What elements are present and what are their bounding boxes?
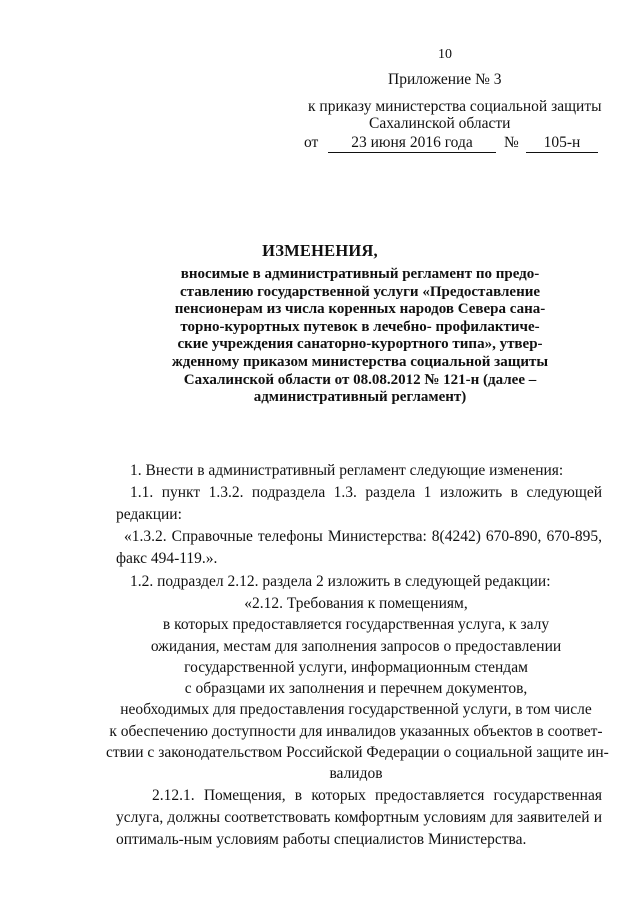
page-number: 10 bbox=[438, 47, 452, 62]
section-title-line: «2.12. Требования к помещениям, bbox=[244, 595, 468, 612]
paragraph-1-3-2-quote: «1.3.2. Справочные телефоны Министерства: 8(4242) 670-890, 670-895, факс 494-119.». bbox=[116, 528, 602, 567]
subheading-line: административный регламент) bbox=[253, 389, 467, 406]
section-title-line: с образцами их заполнения и перечнем документов, bbox=[184, 680, 528, 698]
section-title-line: валидов bbox=[329, 765, 383, 783]
order-date-row bbox=[304, 134, 604, 156]
order-reference-line2: Сахалинской области bbox=[369, 115, 511, 132]
section-title-line: ствии с законодательством Российской Федерации о социальной защите ин- bbox=[106, 744, 609, 762]
subheading-line: жденному приказом министерства социальной защиты bbox=[171, 353, 549, 370]
appendix-title: Приложение № 3 bbox=[388, 71, 502, 88]
section-title-line: в которых предоставляется государственная услуга, к залу bbox=[162, 616, 550, 634]
paragraph-2-12-1: 2.12.1. Помещения, в которых предоставляется государственная услуга, должны соответствовать комфортным условиям для заявителей и оптималь-ным условиям работы специалистов Министерства. bbox=[116, 787, 602, 848]
subheading-line: торно-курортных путевок в лечебно- профилактиче- bbox=[180, 318, 540, 335]
paragraph-1-2: 1.2. подраздел 2.12. раздела 2 изложить в следующей редакции: bbox=[130, 573, 551, 590]
subheading-line: Сахалинской области от 08.08.2012 № 121-н (далее – bbox=[183, 371, 537, 388]
document-heading: ИЗМЕНЕНИЯ, bbox=[262, 241, 378, 260]
subheading-line: ские учреждения санаторно-курортного типа», утвер- bbox=[177, 336, 543, 353]
section-title-line: необходимых для предоставления государственной услуги, в том числе bbox=[120, 701, 592, 719]
section-title-line: ожидания, местам для заполнения запросов о предоставлении bbox=[150, 637, 562, 655]
order-reference-line1: к приказу министерства социальной защиты bbox=[308, 98, 602, 115]
paragraph-1-1: 1.1. пункт 1.3.2. подраздела 1.3. раздела 1 изложить в следующей редакции: bbox=[116, 484, 602, 523]
paragraph-1: 1. Внести в административный регламент следующие изменения: bbox=[130, 462, 564, 479]
number-label: № bbox=[504, 134, 519, 151]
document-subheading bbox=[160, 266, 560, 407]
subheading-line: ставлению государственной услуги «Предоставление bbox=[179, 283, 541, 300]
section-title-line: государственной услуги, информационным стендам bbox=[184, 658, 528, 676]
subheading-line: пенсионерам из числа коренных народов Севера сана- bbox=[174, 301, 546, 318]
order-date: 23 июня 2016 года bbox=[328, 134, 496, 153]
section-title-line: к обеспечению доступности для инвалидов указанных объектов в соответ- bbox=[109, 722, 603, 740]
date-label: от bbox=[304, 134, 319, 151]
section-2-12-title bbox=[106, 593, 609, 785]
order-number: 105-н bbox=[526, 134, 598, 153]
subheading-line: вносимые в административный регламент по предо- bbox=[180, 266, 540, 282]
